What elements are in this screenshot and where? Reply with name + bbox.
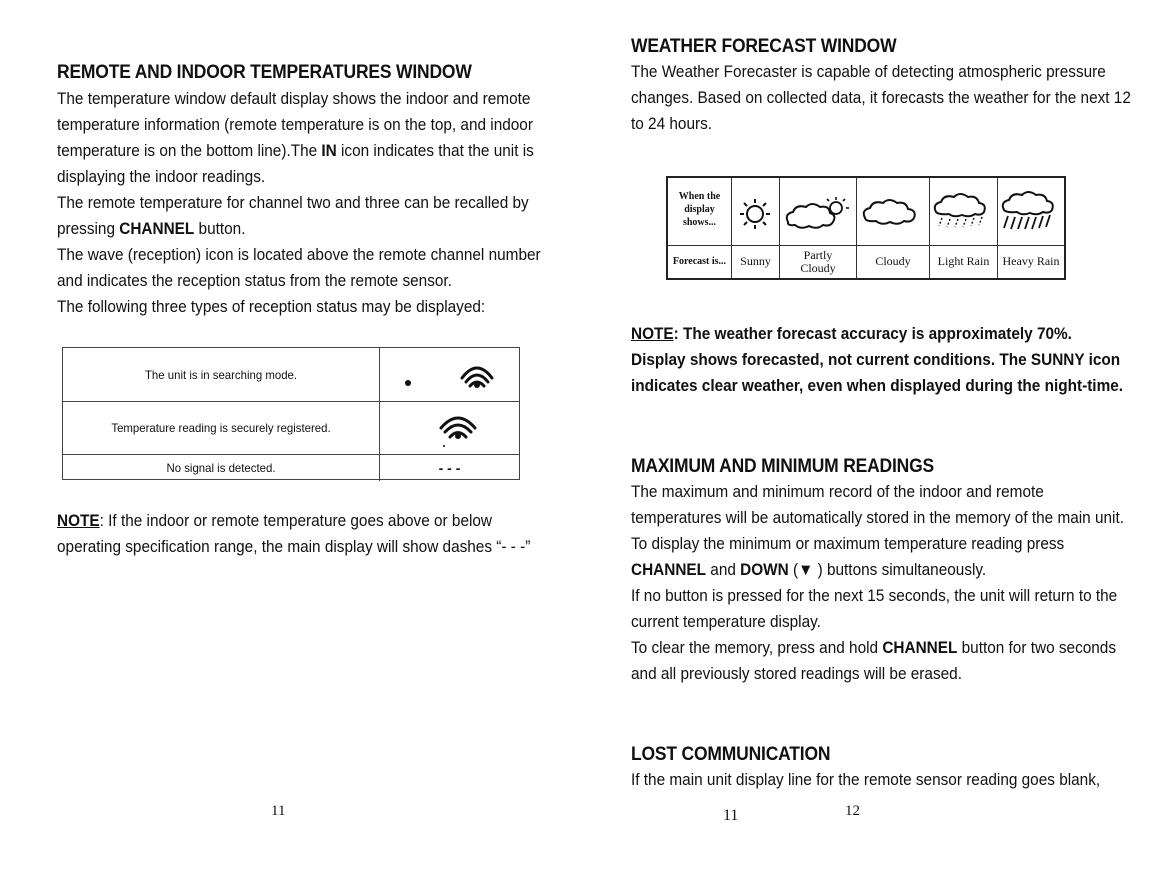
body-line: The maximum and minimum record of the indoor and remote (631, 483, 1044, 501)
reception-status-text: Temperature reading is securely registered. (111, 421, 331, 435)
reception-status-text: No signal is detected. (166, 461, 276, 475)
page-number: 12 (845, 803, 860, 819)
forecast-column-partly-cloudy (779, 178, 856, 278)
forecast-column-light-rain (929, 178, 997, 278)
page-number: 11 (271, 803, 286, 819)
page-number: 11 (723, 807, 739, 824)
forecast-column-sunny (731, 178, 779, 278)
body-line: CHANNEL and DOWN (▼ ) buttons simultaneously. (631, 561, 987, 579)
when-display-shows-label: When the display shows... (678, 191, 721, 228)
forecast-note-line3: indicates clear weather, even when displayed during the night-time. (631, 377, 1124, 395)
body-line: current temperature display. (631, 613, 821, 631)
forecast-column-cloudy (856, 178, 929, 278)
max-min-heading: MAXIMUM AND MINIMUM READINGS (631, 456, 934, 477)
body-line: changes. Based on collected data, it forecasts the weather for the next 12 (631, 89, 1131, 107)
signal-waves-with-dot-icon (379, 348, 519, 401)
body-line: displaying the indoor readings. (57, 168, 266, 186)
body-line: and indicates the reception status from the remote sensor. (57, 272, 452, 290)
cloudy-icon (857, 182, 929, 242)
forecast-header-column (668, 178, 731, 278)
remote-indoor-heading: REMOTE AND INDOOR TEMPERATURES WINDOW (57, 62, 472, 83)
body-line: If no button is pressed for the next 15 seconds, the unit will return to the (631, 587, 1118, 605)
body-line: The remote temperature for channel two and three can be recalled by (57, 194, 529, 212)
body-line: To clear the memory, press and hold CHANNEL button for two seconds (631, 639, 1117, 657)
forecast-label: Partly Cloudy (800, 247, 836, 275)
sun-icon (732, 182, 779, 242)
light-rain-icon (930, 182, 997, 242)
body-line: To display the minimum or maximum temperature reading press (631, 535, 1065, 553)
forecast-label: Sunny (740, 254, 771, 268)
body-line: temperature information (remote temperature is on the top, and indoor (57, 116, 533, 134)
forecast-icon-table (666, 176, 1066, 280)
forecast-is-label: Forecast is... (672, 256, 727, 267)
forecast-label: Heavy Rain (1002, 254, 1060, 268)
body-line: The following three types of reception status may be displayed: (57, 298, 486, 316)
table-row (63, 348, 519, 401)
body-line: temperatures will be automatically stored in the memory of the main unit. (631, 509, 1124, 527)
signal-waves-icon (379, 402, 519, 454)
forecast-column-heavy-rain (997, 178, 1064, 278)
body-line: pressing CHANNEL button. (57, 220, 246, 238)
weather-forecast-heading: WEATHER FORECAST WINDOW (631, 36, 897, 57)
forecast-label: Cloudy (875, 254, 911, 268)
no-signal-dashes: - - - (379, 455, 519, 481)
left-note-line1: NOTE: If the indoor or remote temperature goes above or below (57, 512, 493, 530)
body-line: The Weather Forecaster is capable of detecting atmospheric pressure (631, 63, 1106, 81)
body-line: The wave (reception) icon is located above the remote channel number (57, 246, 541, 264)
body-line: to 24 hours. (631, 115, 713, 133)
reception-status-table (62, 347, 520, 480)
table-row (63, 401, 519, 454)
forecast-note-line2: Display shows forecasted, not current conditions. The SUNNY icon (631, 351, 1121, 369)
reception-status-text: The unit is in searching mode. (144, 367, 298, 382)
down-arrow-icon: ▼ (798, 561, 814, 579)
body-line: and all previously stored readings will be erased. (631, 665, 962, 683)
body-line: temperature is on the bottom line).The IN icon indicates that the unit is (57, 142, 534, 160)
heavy-rain-icon (998, 182, 1064, 242)
left-note-line2: operating specification range, the main display will show dashes “- - -” (57, 538, 531, 556)
table-row (63, 454, 519, 481)
body-line: If the main unit display line for the remote sensor reading goes blank, (631, 771, 1101, 789)
body-line: The temperature window default display shows the indoor and remote (57, 90, 531, 108)
forecast-label: Light Rain (937, 254, 990, 268)
lost-communication-heading: LOST COMMUNICATION (631, 744, 831, 765)
forecast-note-line1: NOTE: The weather forecast accuracy is approximately 70%. (631, 325, 1072, 343)
partly-cloudy-icon (780, 182, 856, 242)
